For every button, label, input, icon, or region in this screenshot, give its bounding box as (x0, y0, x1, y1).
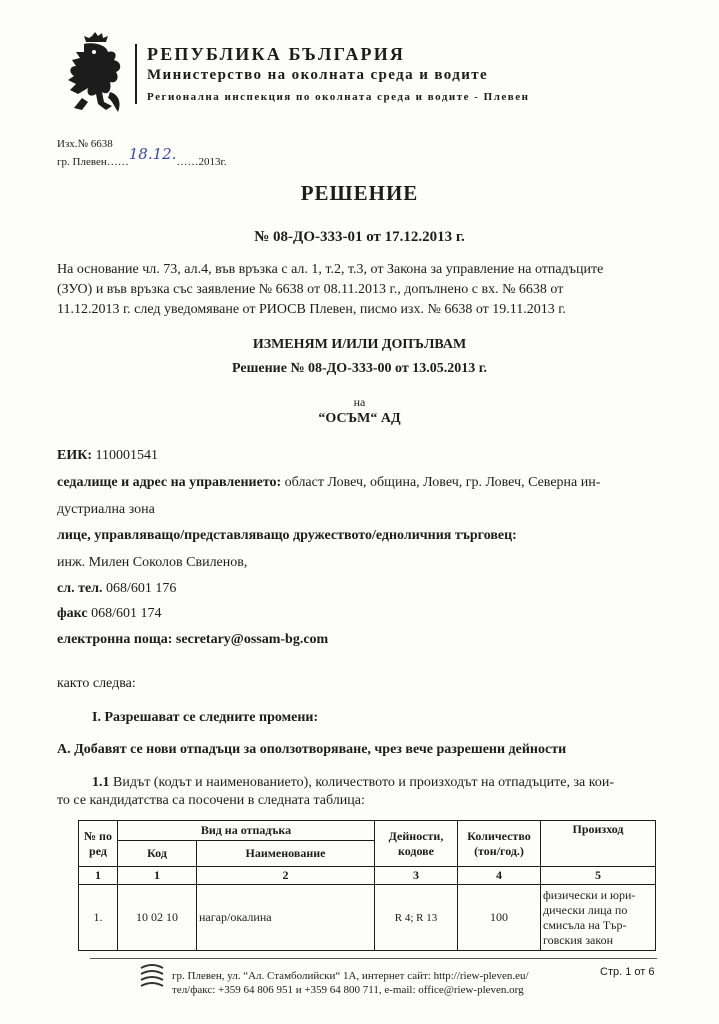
footer-address: гр. Плевен, ул. “Ал. Стамболийски“ 1А, интернет сайт: http://riew-pleven.eu/ (172, 970, 529, 982)
decision-title: РЕШЕНИЕ (300, 181, 419, 205)
phone-value: 068/601 176 (106, 581, 177, 596)
ref-year: 2013г. (198, 156, 227, 168)
para-1-1-text: Видът (кодът и наименованието), количеството и произходът на отпадъците, за кои- (109, 775, 614, 790)
header-ministry: Министерство на околната среда и водите (147, 67, 489, 83)
th-name: Наименование (197, 841, 375, 867)
col-number-5: 5 (541, 867, 656, 885)
inspectorate-logo-icon (138, 962, 166, 992)
th-activity: Дейности, кодове (375, 821, 458, 867)
col-number-1b: 1 (118, 867, 197, 885)
fax-label: факс (57, 606, 88, 621)
eik-line (57, 448, 158, 464)
phone-label: сл. тел. (57, 581, 103, 596)
basis-line-2: (ЗУО) и във връзка със заявление № 6638 от 08.11.2013 г., допълнено с вх. № 6638 от (57, 282, 564, 297)
col-number-3: 3 (375, 867, 458, 885)
th-code: Код (118, 841, 197, 867)
seat-line (57, 475, 600, 491)
amend-number: Решение № 08-ДО-333-00 от 13.05.2013 г. (231, 361, 487, 376)
company-name: “ОСЪМ“ АД (318, 411, 401, 426)
col-number-4: 4 (458, 867, 541, 885)
waste-table (78, 820, 656, 951)
para-1-1-line-2: то се кандидатства са посочени в следната таблица: (57, 793, 365, 808)
para-1-1-line-1 (92, 775, 614, 791)
page-number: Стр. 1 от 6 (600, 966, 655, 978)
phone-line (57, 581, 176, 597)
row-no: 1. (79, 885, 118, 951)
manager-label: лице, управляващо/представляващо дружеството/едноличния търговец: (57, 528, 517, 543)
email-line (57, 632, 328, 648)
footer-divider (90, 958, 657, 959)
eik-value: 110001541 (95, 448, 159, 463)
coat-of-arms-emblem (62, 32, 130, 116)
seat-line-2: дустриална зона (57, 502, 155, 517)
eik-label: ЕИК: (57, 448, 93, 463)
amend-title: ИЗМЕНЯМ И/ИЛИ ДОПЪЛВАМ (252, 337, 467, 352)
ref-dots-before: …… (106, 156, 129, 168)
th-quantity: Количество (тон/год.) (458, 821, 541, 867)
ref-city: гр. Плевен (57, 156, 107, 168)
email-value: secretary@ossam-bg.com (175, 632, 329, 647)
fax-value: 068/601 174 (91, 606, 162, 621)
row-code: 10 02 10 (118, 885, 197, 951)
ref-dots-after: …… (176, 156, 199, 168)
th-origin: Произход (541, 821, 656, 867)
row-quantity: 100 (458, 885, 541, 951)
seat-value: област Ловеч, община, Ловеч, гр. Ловеч, Северна ин- (284, 475, 601, 490)
seat-label: седалище и адрес на управлението: (57, 475, 282, 490)
footer-contacts: тел/факс: +359 64 806 951 и +359 64 800 711, e-mail: office@riew-pleven.org (172, 984, 524, 996)
manager-name: инж. Милен Соколов Свиленов, (57, 555, 248, 570)
para-1-1-number: 1.1 (92, 775, 110, 790)
col-number-2: 2 (197, 867, 375, 885)
header-divider (135, 44, 137, 104)
basis-line-3: 11.12.2013 г. след уведомяване от РИОСВ Плевен, писмо изх. № 6638 от 19.11.2013 г. (57, 302, 566, 317)
basis-line-1: На основание чл. 73, ал.4, във връзка с ал. 1, т.2, т.3, от Закона за управление на отпадъците (57, 262, 604, 277)
fax-line (57, 606, 162, 622)
outgoing-number: Изх.№ 6638 (57, 138, 113, 150)
header-inspectorate: Регионална инспекция по околната среда и водите - Плевен (147, 91, 530, 103)
row-name: нагар/окалина (197, 885, 375, 951)
ref-date-line (57, 145, 227, 169)
row-origin: физически и юри-дически лица по смисъла на Тър-говския закон (541, 885, 656, 951)
th-no: № по ред (79, 821, 118, 867)
handwritten-date: 18.12. (128, 145, 177, 163)
as-follows: както следва: (57, 676, 136, 691)
header-country: РЕПУБЛИКА БЪЛГАРИЯ (147, 44, 406, 64)
email-label: електронна поща: (57, 632, 173, 647)
table-row (79, 885, 656, 951)
section-1-heading: I. Разрешават се следните промени: (92, 710, 319, 725)
to-label: на (353, 395, 366, 409)
section-a-heading: А. Добавят се нови отпадъци за оползотворяване, чрез вече разрешени дейности (57, 742, 567, 757)
col-number-1: 1 (79, 867, 118, 885)
decision-number: № 08-ДО-333-01 от 17.12.2013 г. (254, 229, 465, 245)
th-waste-type: Вид на отпадъка (118, 821, 375, 841)
row-activity: R 4; R 13 (375, 885, 458, 951)
